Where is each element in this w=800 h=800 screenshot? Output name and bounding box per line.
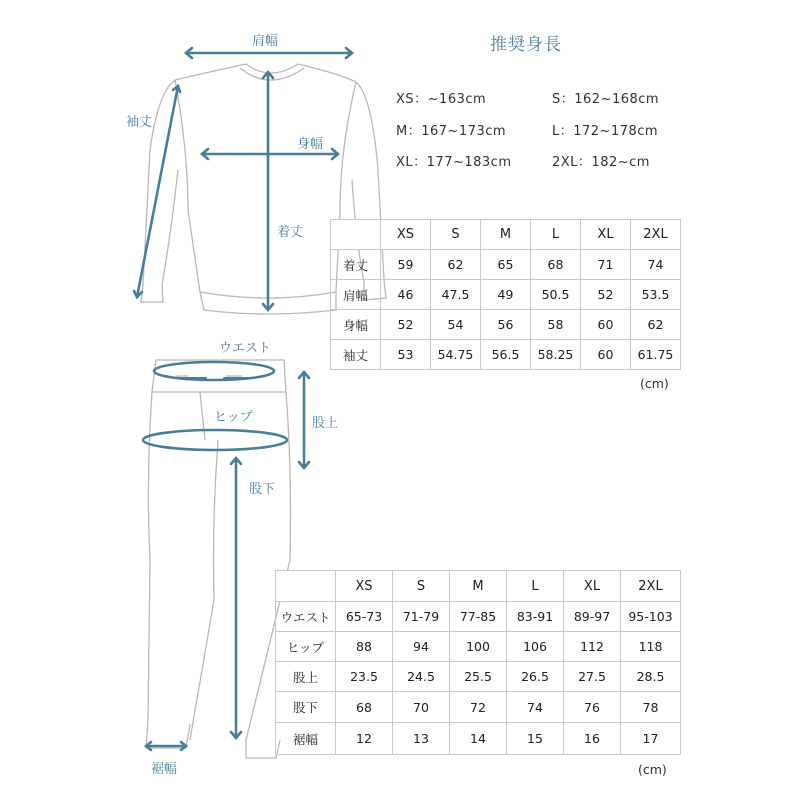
recommended-item: XL：177~183cm bbox=[396, 155, 512, 170]
table-cell: 62 bbox=[631, 310, 681, 340]
table-cell: 58 bbox=[531, 310, 581, 340]
table-cell: 17 bbox=[621, 723, 681, 755]
table-cell: 76 bbox=[564, 692, 621, 723]
table-cell: 24.5 bbox=[393, 662, 450, 692]
table-cell: 54 bbox=[431, 310, 481, 340]
size-header: M bbox=[481, 220, 531, 250]
recommended-item: M：167~173cm bbox=[396, 124, 507, 139]
table-cell: 65 bbox=[481, 250, 531, 280]
size-header: S bbox=[431, 220, 481, 250]
table-cell: 71 bbox=[581, 250, 631, 280]
table-cell: 78 bbox=[621, 692, 681, 723]
body-width-label: 身幅 bbox=[297, 137, 324, 152]
table-cell: 62 bbox=[431, 250, 481, 280]
table-cell: 53.5 bbox=[631, 280, 681, 310]
size-header: L bbox=[507, 571, 564, 602]
row-header: 身幅 bbox=[331, 310, 381, 340]
table-cell: 52 bbox=[581, 280, 631, 310]
row-header: 裾幅 bbox=[276, 723, 336, 755]
table-cell: 23.5 bbox=[336, 662, 393, 692]
table-cell: 50.5 bbox=[531, 280, 581, 310]
table-corner-cell bbox=[276, 571, 336, 602]
table-cell: 74 bbox=[507, 692, 564, 723]
recommended-item: XS：~163cm bbox=[396, 92, 487, 107]
shoulder-label: 肩幅 bbox=[252, 34, 279, 49]
table-cell: 95-103 bbox=[621, 602, 681, 632]
table-cell: 60 bbox=[581, 340, 631, 370]
table-cell: 106 bbox=[507, 632, 564, 662]
table-cell: 14 bbox=[450, 723, 507, 755]
table-cell: 61.75 bbox=[631, 340, 681, 370]
table-cell: 74 bbox=[631, 250, 681, 280]
table-cell: 25.5 bbox=[450, 662, 507, 692]
table-cell: 47.5 bbox=[431, 280, 481, 310]
sleeve-label: 袖丈 bbox=[126, 115, 153, 130]
table-cell: 71-79 bbox=[393, 602, 450, 632]
table-cell: 52 bbox=[381, 310, 431, 340]
size-header: XL bbox=[564, 571, 621, 602]
table-cell: 83-91 bbox=[507, 602, 564, 632]
table-row bbox=[331, 280, 681, 310]
table-cell: 72 bbox=[450, 692, 507, 723]
table-cell: 89-97 bbox=[564, 602, 621, 632]
table-cell: 28.5 bbox=[621, 662, 681, 692]
table-cell: 26.5 bbox=[507, 662, 564, 692]
table-cell: 88 bbox=[336, 632, 393, 662]
table-cell: 65-73 bbox=[336, 602, 393, 632]
recommended-item: S：162~168cm bbox=[552, 92, 660, 107]
size-header: 2XL bbox=[621, 571, 681, 602]
table-cell: 118 bbox=[621, 632, 681, 662]
table-row bbox=[276, 692, 681, 723]
row-header: ウエスト bbox=[276, 602, 336, 632]
table-cell: 16 bbox=[564, 723, 621, 755]
recommended-item: 2XL：182~cm bbox=[552, 155, 650, 170]
hem-label: 裾幅 bbox=[151, 762, 178, 777]
row-header: 股下 bbox=[276, 692, 336, 723]
table-row bbox=[276, 662, 681, 692]
table-cell: 58.25 bbox=[531, 340, 581, 370]
table-cell: 46 bbox=[381, 280, 431, 310]
top-table-unit: (cm) bbox=[640, 376, 669, 391]
table-cell: 100 bbox=[450, 632, 507, 662]
size-header: 2XL bbox=[631, 220, 681, 250]
table-corner-cell bbox=[331, 220, 381, 250]
size-header: XS bbox=[381, 220, 431, 250]
size-header: XS bbox=[336, 571, 393, 602]
size-header: M bbox=[450, 571, 507, 602]
table-row bbox=[276, 723, 681, 755]
table-cell: 12 bbox=[336, 723, 393, 755]
table-header-row bbox=[331, 220, 681, 250]
table-cell: 68 bbox=[336, 692, 393, 723]
table-header-row bbox=[276, 571, 681, 602]
rise-label: 股上 bbox=[312, 416, 339, 431]
table-row bbox=[331, 340, 681, 370]
table-cell: 59 bbox=[381, 250, 431, 280]
row-header: 肩幅 bbox=[331, 280, 381, 310]
hip-label: ヒップ bbox=[214, 410, 253, 425]
row-header: 袖丈 bbox=[331, 340, 381, 370]
table-cell: 94 bbox=[393, 632, 450, 662]
table-cell: 56 bbox=[481, 310, 531, 340]
length-label: 着丈 bbox=[277, 225, 304, 240]
size-header: S bbox=[393, 571, 450, 602]
table-cell: 27.5 bbox=[564, 662, 621, 692]
row-header: 着丈 bbox=[331, 250, 381, 280]
table-cell: 77-85 bbox=[450, 602, 507, 632]
row-header: 股上 bbox=[276, 662, 336, 692]
table-row bbox=[276, 602, 681, 632]
size-header: XL bbox=[581, 220, 631, 250]
table-cell: 15 bbox=[507, 723, 564, 755]
table-row bbox=[276, 632, 681, 662]
table-cell: 54.75 bbox=[431, 340, 481, 370]
recommended-item: L：172~178cm bbox=[552, 124, 659, 139]
table-cell: 53 bbox=[381, 340, 431, 370]
table-row bbox=[331, 250, 681, 280]
bottom-table-unit: (cm) bbox=[638, 762, 667, 777]
table-cell: 70 bbox=[393, 692, 450, 723]
table-row bbox=[331, 310, 681, 340]
table-cell: 68 bbox=[531, 250, 581, 280]
row-header: ヒップ bbox=[276, 632, 336, 662]
inseam-label: 股下 bbox=[249, 482, 276, 497]
table-cell: 49 bbox=[481, 280, 531, 310]
table-cell: 56.5 bbox=[481, 340, 531, 370]
bottom-size-table bbox=[275, 570, 681, 755]
waist-label: ウエスト bbox=[219, 341, 272, 356]
table-cell: 13 bbox=[393, 723, 450, 755]
table-cell: 60 bbox=[581, 310, 631, 340]
recommended-height-title: 推奨身長 bbox=[490, 35, 562, 55]
size-header: L bbox=[531, 220, 581, 250]
table-cell: 112 bbox=[564, 632, 621, 662]
top-size-table bbox=[330, 219, 681, 370]
